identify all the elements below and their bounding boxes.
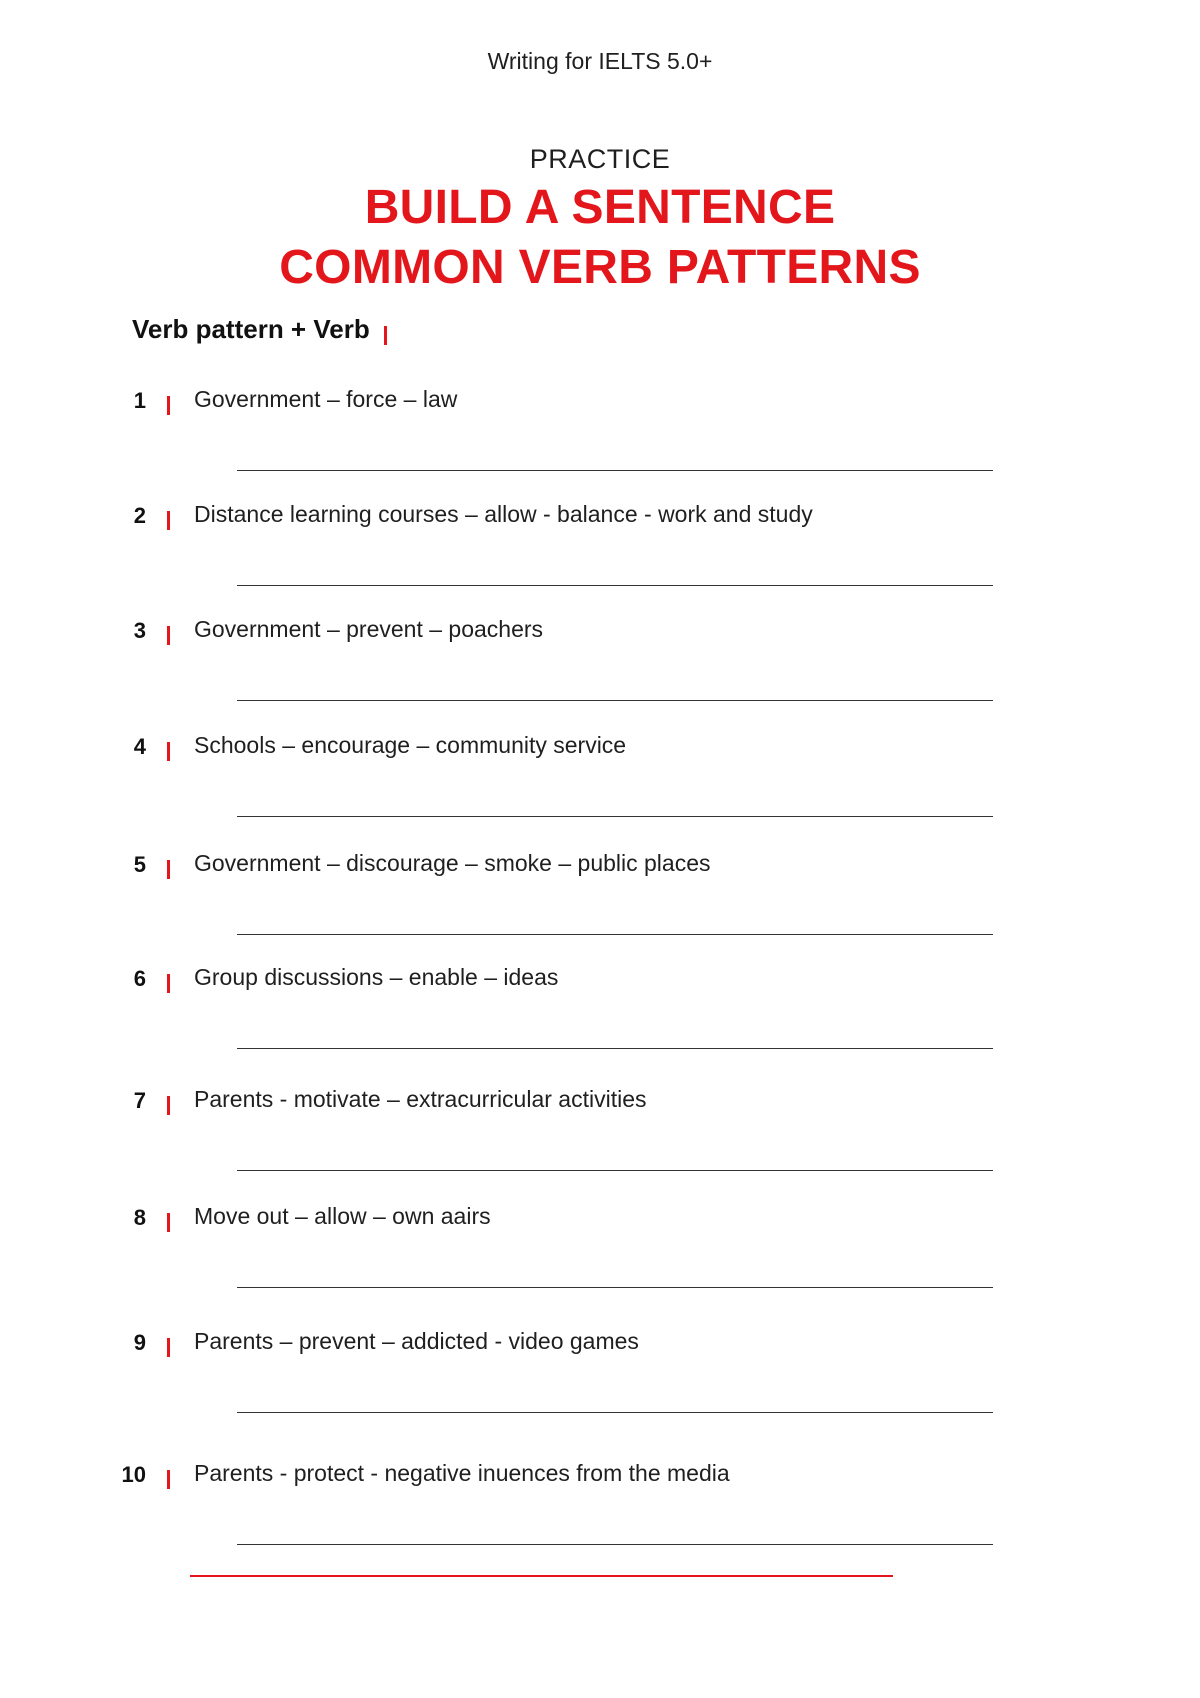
page-title-line-2: COMMON VERB PATTERNS xyxy=(279,241,921,294)
exercise-prompt: Group discussions – enable – ideas xyxy=(194,964,559,990)
answer-line[interactable] xyxy=(237,1287,993,1288)
accent-bar-marker xyxy=(167,626,170,645)
accent-bar-marker xyxy=(167,860,170,879)
section-heading-text: Verb pattern + Verb xyxy=(132,314,370,344)
answer-line[interactable] xyxy=(237,1170,993,1171)
exercise-prompt: Government – discourage – smoke – public places xyxy=(194,850,711,876)
exercise-item xyxy=(0,1088,1200,1118)
exercise-item xyxy=(0,388,1200,418)
exercise-number: 1 xyxy=(133,388,146,413)
exercise-item xyxy=(0,1462,1200,1492)
exercise-prompt: Distance learning courses – allow - balance - work and study xyxy=(194,501,813,527)
exercise-prompt: Government – force – law xyxy=(194,386,458,412)
exercise-item xyxy=(0,1205,1200,1235)
exercise-prompt: Move out – allow – own aairs xyxy=(194,1203,491,1229)
exercise-prompt: Schools – encourage – community service xyxy=(194,732,627,758)
exercise-number: 3 xyxy=(133,618,146,643)
exercise-prompt: Parents - protect - negative inuences from the media xyxy=(194,1460,730,1486)
accent-bar-marker xyxy=(167,1213,170,1232)
exercise-number: 4 xyxy=(133,734,146,759)
exercise-number: 2 xyxy=(133,503,146,528)
answer-line[interactable] xyxy=(237,1412,993,1413)
answer-line[interactable] xyxy=(237,934,993,935)
exercise-number: 8 xyxy=(133,1205,146,1230)
accent-bar-marker xyxy=(167,396,170,415)
exercise-item xyxy=(0,966,1200,996)
exercise-number: 5 xyxy=(133,852,146,877)
accent-bar-marker xyxy=(167,974,170,993)
exercise-item xyxy=(0,503,1200,533)
accent-bar-marker xyxy=(167,511,170,530)
exercise-item xyxy=(0,852,1200,882)
answer-line[interactable] xyxy=(237,700,993,701)
exercise-prompt: Government – prevent – poachers xyxy=(194,616,544,642)
accent-bar-marker xyxy=(167,742,170,761)
answer-line[interactable] xyxy=(237,585,993,586)
answer-line[interactable] xyxy=(237,1048,993,1049)
accent-bar-marker xyxy=(384,326,387,345)
section-heading xyxy=(132,314,387,345)
practice-label: PRACTICE xyxy=(529,144,671,174)
page-title-line-1: BUILD A SENTENCE xyxy=(364,181,836,234)
accent-bar-marker xyxy=(167,1338,170,1357)
answer-line[interactable] xyxy=(237,1544,993,1545)
exercise-item xyxy=(0,734,1200,764)
exercise-prompt: Parents - motivate – extracurricular activities xyxy=(194,1086,647,1112)
exercise-item xyxy=(0,618,1200,648)
exercise-number: 9 xyxy=(133,1330,146,1355)
answer-line[interactable] xyxy=(237,816,993,817)
footer-divider xyxy=(190,1575,893,1577)
exercise-number: 7 xyxy=(133,1088,146,1113)
accent-bar-marker xyxy=(167,1470,170,1489)
accent-bar-marker xyxy=(167,1096,170,1115)
exercise-number: 6 xyxy=(133,966,146,991)
running-header: Writing for IELTS 5.0+ xyxy=(487,48,713,74)
exercise-number: 10 xyxy=(121,1462,146,1487)
exercise-prompt: Parents – prevent – addicted - video games xyxy=(194,1328,639,1354)
answer-line[interactable] xyxy=(237,470,993,471)
exercise-item xyxy=(0,1330,1200,1360)
